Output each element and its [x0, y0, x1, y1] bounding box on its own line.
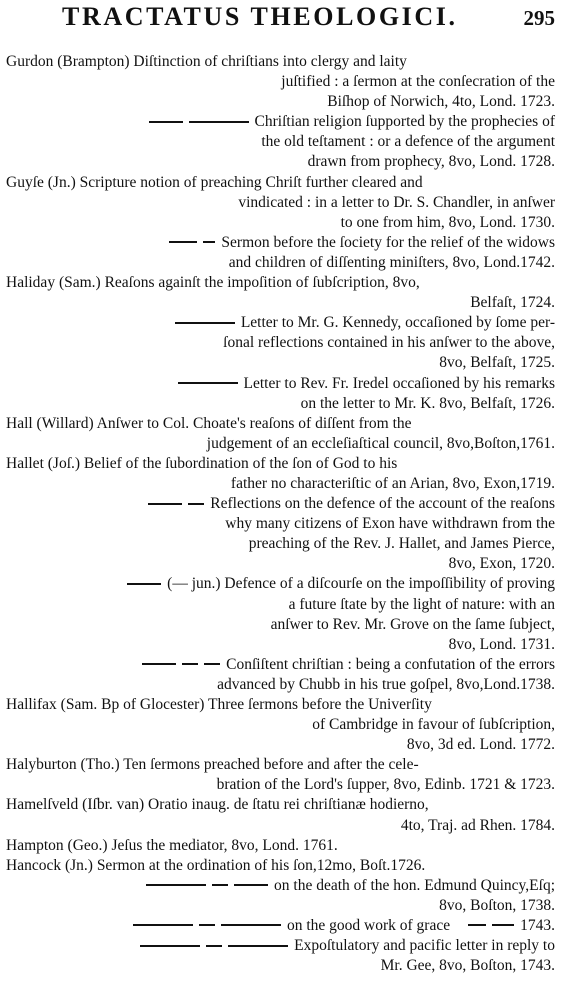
ditto-dash: [149, 121, 183, 123]
entry-line: Hancock (Jn.) Sermon at the ordination of his ſon,12mo, Boſt.1726.: [6, 856, 426, 874]
entry-line: [0, 112, 565, 132]
catalogue-entries: [0, 52, 565, 976]
entry-line: Haliday (Sam.) Reaſons againſt the impoſition of ſubſcription, 8vo,: [6, 274, 420, 292]
ditto-dash: [221, 924, 281, 926]
entry-line: a future ſtate by the light of nature: with an: [288, 595, 555, 613]
ditto-dash: [178, 382, 238, 384]
entry-line: 8vo, Belfaſt, 1725.: [439, 354, 555, 372]
ditto-dash: [140, 945, 200, 947]
entry-line: Hall (Willard) Anſwer to Col. Choate's reaſons of diſſent from the: [6, 414, 412, 432]
ditto-dash: [182, 663, 198, 665]
ditto-dash: [492, 924, 514, 926]
running-title: TRACTATUS THEOLOGICI.: [62, 2, 458, 31]
entry-line: drawn from prophecy, 8vo, Lond. 1728.: [307, 153, 555, 171]
entry-line: [0, 936, 565, 956]
ditto-dash: [212, 884, 228, 886]
entry-line: Halyburton (Tho.) Ten ſermons preached before and after the cele-: [6, 756, 419, 774]
entry-line: advanced by Chubb in his true goſpel, 8vo,Lond.1738.: [217, 675, 555, 693]
entry-text: Conſiſtent chriſtian : being a confutation of the errors: [226, 655, 555, 673]
entry-line: the old teſtament : or a defence of the argument: [261, 133, 555, 151]
entry-text: 1743.: [520, 917, 555, 935]
ditto-dash: [146, 884, 206, 886]
entry-line: on the letter to Mr. K. 8vo, Belfaſt, 1726.: [300, 394, 555, 412]
ditto-dash: [142, 663, 176, 665]
entry-line: Biſhop of Norwich, 4to, Lond. 1723.: [327, 93, 555, 111]
entry-line: 8vo, 3d ed. Lond. 1772.: [406, 736, 555, 754]
ditto-dash: [189, 121, 249, 123]
ditto-dash: [199, 924, 215, 926]
entry-line: anſwer to Rev. Mr. Grove on the ſame ſubject,: [270, 615, 555, 633]
entry-line: 8vo, Boſton, 1738.: [439, 896, 555, 914]
entry-text: on the death of the hon. Edmund Quincy,Eſq;: [274, 876, 555, 894]
entry-line: bration of the Lord's ſupper, 8vo, Edinb. 1721 & 1723.: [216, 776, 555, 794]
entry-line: judgement of an eccleſiaſtical council, 8vo,Boſton,1761.: [206, 434, 555, 452]
ditto-dash: [204, 663, 220, 665]
entry-line: Hamelſveld (Iſbr. van) Oratio inaug. de ſtatu rei chriſtianæ hodierno,: [6, 796, 429, 814]
page-header: [0, 2, 565, 40]
entry-line: [0, 574, 565, 594]
entry-line: and children of diſſenting miniſters, 8vo, Lond.1742.: [228, 253, 555, 271]
entry-line: [0, 494, 565, 514]
entry-line: Hallet (Joſ.) Belief of the ſubordination of the ſon of God to his: [6, 454, 398, 472]
entry-line: to one from him, 8vo, Lond. 1730.: [340, 213, 555, 231]
entry-line: Hampton (Geo.) Jeſus the mediator, 8vo, Lond. 1761.: [6, 836, 338, 854]
page-number: 295: [523, 6, 555, 30]
ditto-dash: [203, 241, 215, 243]
ditto-dash: [133, 924, 193, 926]
ditto-dash: [228, 945, 288, 947]
entry-line: Hallifax (Sam. Bp of Glocester) Three ſermons before the Univerſity: [6, 696, 432, 713]
entry-line: 4to, Traj. ad Rhen. 1784.: [400, 816, 555, 834]
entry-text: Letter to Rev. Fr. Iredel occaſioned by his remarks: [243, 374, 555, 392]
entry-line: Gurdon (Brampton) Diſtinction of chriſtians into clergy and laity: [6, 53, 407, 70]
entry-line: Mr. Gee, 8vo, Boſton, 1743.: [380, 957, 555, 975]
entry-line: juſtified : a ſermon at the conſecration of the: [281, 73, 555, 91]
ditto-dash: [206, 945, 222, 947]
entry-text: Chriſtian religion ſupported by the prophecies of: [254, 113, 555, 131]
ditto-dash: [127, 583, 161, 585]
entry-text: Sermon before the ſociety for the relief of the widows: [221, 233, 555, 251]
entry-line: [0, 655, 565, 675]
entry-line: father no characteriſtic of an Arian, 8vo, Exon,1719.: [230, 474, 555, 492]
ditto-dash: [188, 503, 204, 505]
entry-line: preaching of the Rev. J. Hallet, and James Pierce,: [248, 535, 555, 553]
ditto-dash: [148, 503, 182, 505]
ditto-dash: [234, 884, 268, 886]
ditto-dash: [175, 322, 235, 324]
ditto-dash: [169, 241, 197, 243]
entry-line: [0, 313, 565, 333]
entry-line: why many citizens of Exon have withdrawn from the: [225, 515, 555, 533]
entry-line: [0, 876, 565, 896]
entry-line: [0, 374, 565, 394]
entry-text: on the good work of grace: [286, 917, 451, 935]
entry-line: vindicated : in a letter to Dr. S. Chandler, in anſwer: [238, 193, 555, 211]
entry-line: 8vo, Exon, 1720.: [448, 555, 555, 573]
ditto-dash: [468, 924, 486, 926]
entry-text: (— jun.) Defence of a diſcourſe on the impoſſibility of proving: [167, 575, 555, 593]
entry-line: [0, 233, 565, 253]
entry-text: Expoſtulatory and pacific letter in reply to: [294, 937, 555, 955]
entry-line: Belfaſt, 1724.: [470, 294, 555, 312]
entry-line: [0, 916, 565, 936]
entry-line: of Cambridge in favour of ſubſcription,: [312, 716, 555, 734]
entry-line: ſonal reflections contained in his anſwer to the above,: [223, 334, 555, 352]
entry-line: 8vo, Lond. 1731.: [448, 635, 555, 653]
entry-line: Guyſe (Jn.) Scripture notion of preaching Chriſt further cleared and: [6, 173, 423, 191]
entry-text: Letter to Mr. G. Kennedy, occaſioned by ſome per-: [240, 314, 555, 332]
entry-text: Reflections on the defence of the account of the reaſons: [210, 495, 555, 513]
